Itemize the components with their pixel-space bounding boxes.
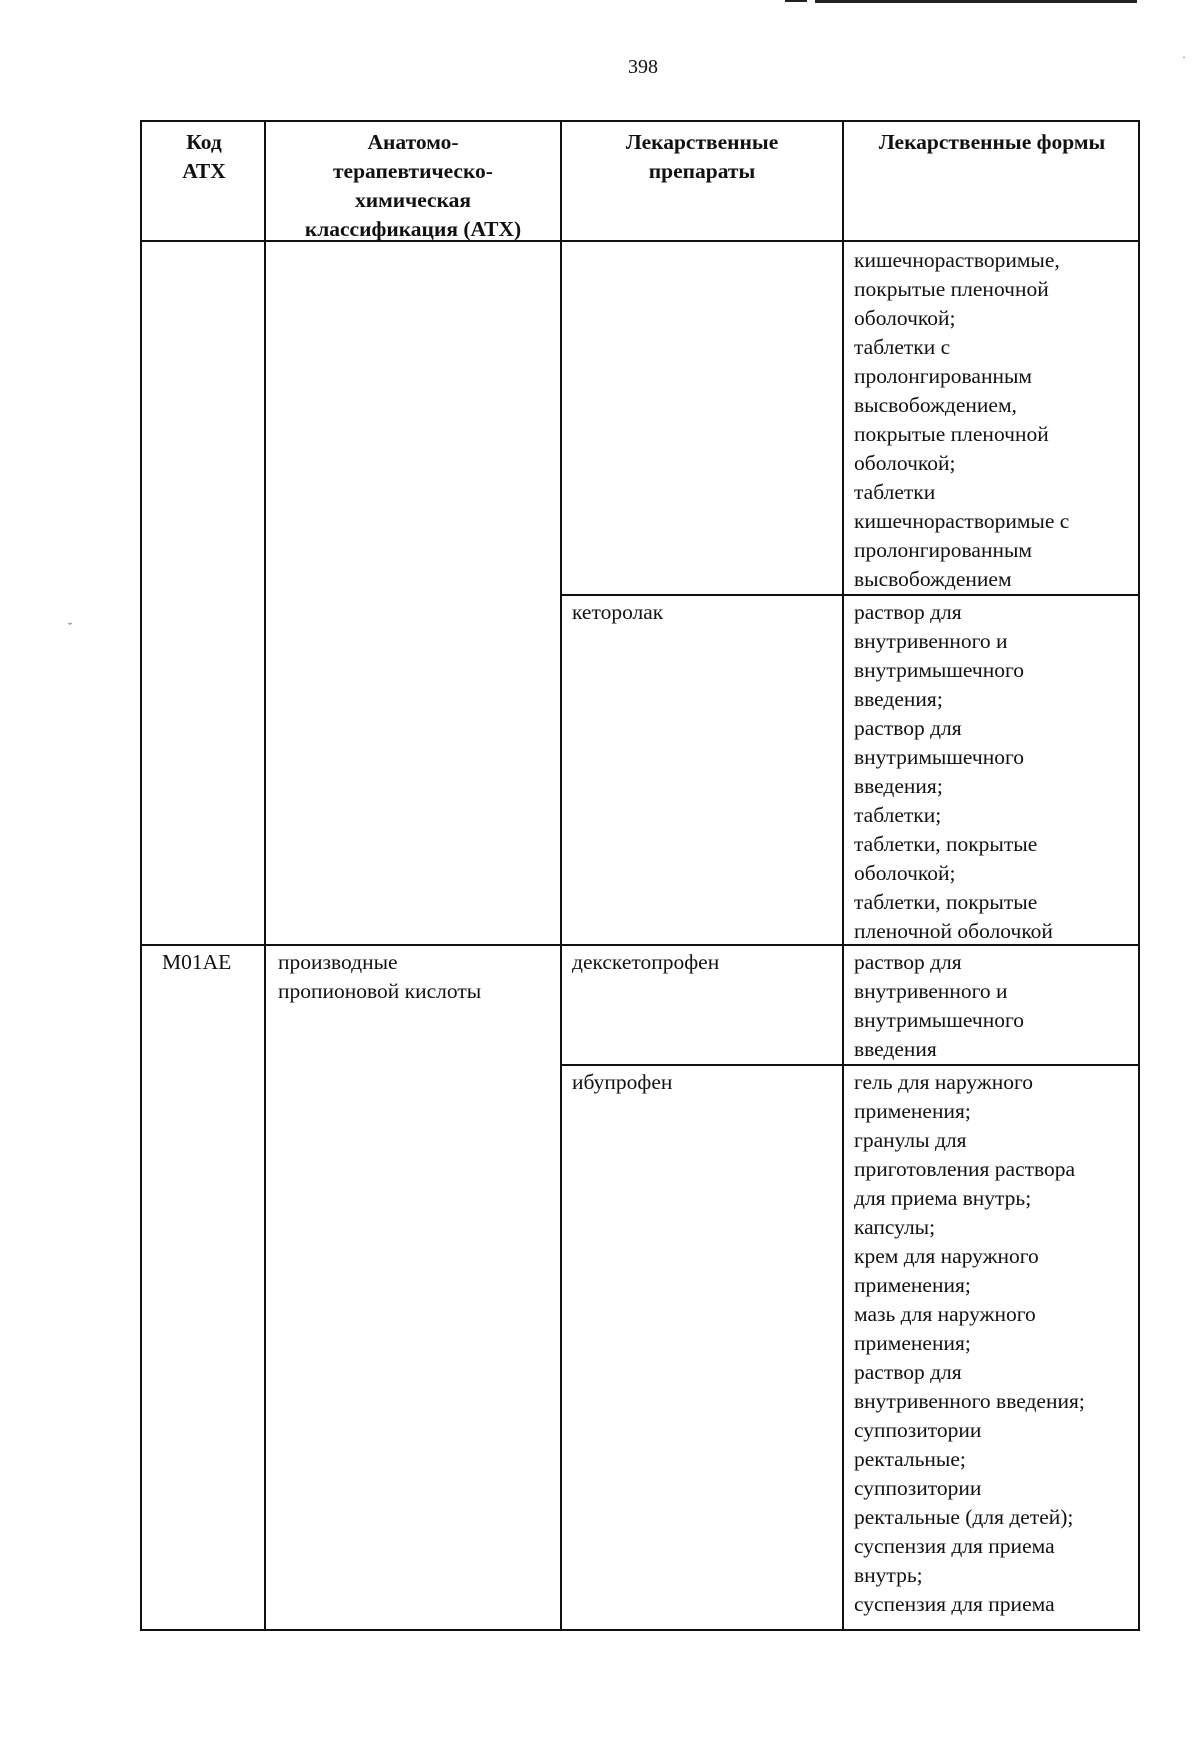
forms-cell: кишечнорастворимые, покрытые пленочной оболочкой; таблетки с пролонгированным высвобождением, покрытые пленочной оболочкой; таблетки кишечнорастворимые с пролонгированным высвобождением bbox=[854, 248, 1070, 591]
scan-speck: · bbox=[1182, 50, 1186, 64]
classification-cell: производные пропионовой кислоты bbox=[278, 950, 482, 1003]
atc-code-cell: M01AE bbox=[162, 950, 232, 974]
column-divider bbox=[560, 122, 562, 1629]
header-code: Код АТХ bbox=[182, 130, 226, 183]
header-classification: Анатомо- терапевтическо- химическая классификация (АТХ) bbox=[304, 130, 522, 241]
forms-cell: гель для наружного применения; гранулы для приготовления раствора для приема внутрь; капсулы; крем для наружного применения; мазь для наружного применения; раствор для внутривенного введения; суппозитории ректальные; суппозитории ректальные (для детей); суспензия для приема внутрь; суспензия для приема bbox=[854, 1070, 1085, 1616]
drug-cell: ибупрофен bbox=[572, 1070, 673, 1094]
forms-cell: раствор для внутривенного и внутримышечного введения bbox=[854, 950, 1025, 1061]
column-divider bbox=[842, 122, 844, 1629]
page-number: 398 bbox=[628, 56, 658, 78]
atc-table bbox=[140, 120, 1140, 1631]
scan-border-mark bbox=[785, 0, 807, 2]
scan-speck: ˇ bbox=[68, 620, 72, 634]
scan-border-line bbox=[815, 0, 1137, 3]
header-forms: Лекарственные формы bbox=[878, 130, 1106, 154]
row-divider bbox=[560, 594, 1138, 596]
row-divider bbox=[560, 1064, 1138, 1066]
forms-cell: раствор для внутривенного и внутримышечного введения; раствор для внутримышечного введения; таблетки; таблетки, покрытые оболочкой; таблетки, покрытые пленочной оболочкой bbox=[854, 600, 1053, 943]
drug-cell: кеторолак bbox=[572, 600, 664, 624]
column-divider bbox=[264, 122, 266, 1629]
drug-cell: декскетопрофен bbox=[572, 950, 720, 974]
header-drugs: Лекарственные препараты bbox=[625, 130, 779, 183]
